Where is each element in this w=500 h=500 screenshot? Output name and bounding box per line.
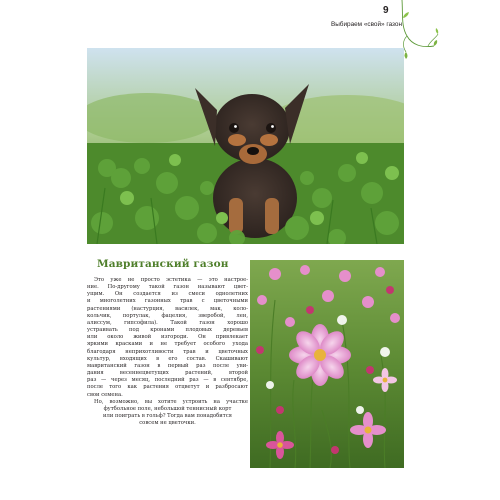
section-title: Мавританский газон [97, 258, 229, 270]
text-line: и многолетних газонных трав с цветочными [87, 298, 248, 305]
text-line: благодаря неприхотливости трав и цветочных [87, 348, 248, 355]
running-head: Выбираем «свой» газон [330, 21, 402, 28]
paragraph-sports-lawn [87, 399, 248, 428]
text-line: дания весеннецветущих растений, второй [87, 370, 248, 377]
paragraph-mauritanian-lawn [87, 277, 248, 399]
text-line: алиссум, гипсофила). Такой газон хорошо [87, 319, 248, 326]
text-line: кольчик, портулак, фацелия, зверобой, лен, [87, 312, 248, 319]
text-line: мавританский газон в первый раз после уви- [87, 362, 248, 369]
text-line: совсем не цветочки. [139, 420, 196, 427]
text-line: Это уже не просто эстетика — это настрое- [94, 277, 248, 283]
page-number: 9 [383, 5, 389, 16]
decorative-vine-ornament [398, 0, 440, 62]
text-line: раз — через месяц, последний раз — в сентябре, [87, 377, 248, 384]
text-line: яркими красками и не требует особого ухода [87, 341, 248, 348]
text-line: Но, возможно, вы хотите устроить на участке [94, 398, 248, 405]
text-line: футбольное поле, небольшой теннисный корт [103, 405, 232, 412]
text-line: устраивать под кронами плодовых деревьев [87, 327, 248, 334]
text-line: культур, входящих в его состав. Скашивают [87, 355, 248, 362]
text-line: после того как растения отцветут и разбросают [87, 384, 248, 391]
text-line: или около живой изгороди. Он привлекает [87, 334, 248, 341]
text-line: свои семена. [87, 391, 123, 398]
text-line: растениями (настурция, василек, мак, коло- [87, 305, 248, 312]
text-line: или поиграть в гольф? Тогда вам понадобится [103, 412, 232, 419]
article-text-column [87, 256, 248, 446]
text-line: ущим. Он создается из смеси однолетних [87, 291, 248, 298]
text-line: ние. По-другому такой газон называют цвет- [87, 284, 248, 291]
cosmos-flower-meadow-photo [250, 260, 404, 468]
puppy-in-clover-photo [87, 48, 404, 244]
